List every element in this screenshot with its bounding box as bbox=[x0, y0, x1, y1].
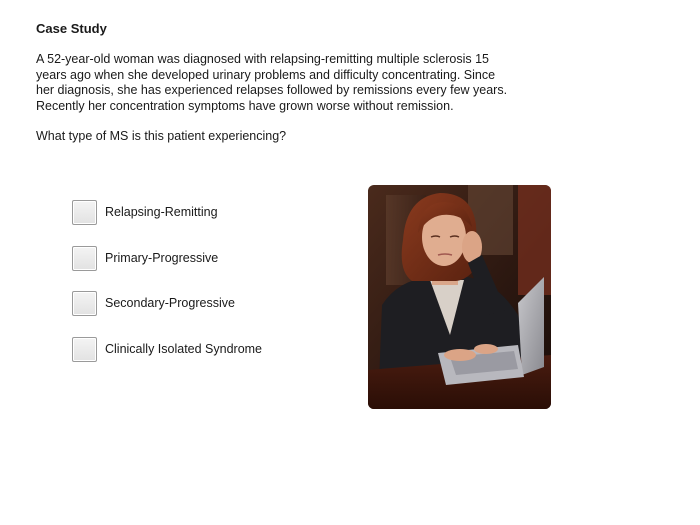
option-primary-progressive[interactable] bbox=[72, 244, 218, 272]
scenario-line: Recently her concentration symptoms have grown worse without remission. bbox=[36, 98, 454, 113]
option-relapsing-remitting[interactable] bbox=[72, 198, 218, 226]
question-text: What type of MS is this patient experiencing? bbox=[36, 129, 287, 143]
scenario-line: A 52-year-old woman was diagnosed with relapsing-remitting multiple sclerosis 15 bbox=[36, 52, 489, 66]
woman-at-laptop-photo bbox=[368, 185, 551, 409]
option-checkbox[interactable] bbox=[72, 337, 97, 362]
option-checkbox[interactable] bbox=[72, 200, 97, 225]
option-checkbox[interactable] bbox=[72, 291, 97, 316]
case-study-title: Case Study bbox=[36, 21, 107, 36]
option-secondary-progressive[interactable] bbox=[72, 289, 235, 317]
option-clinically-isolated-syndrome[interactable] bbox=[72, 335, 262, 363]
option-label: Clinically Isolated Syndrome bbox=[105, 342, 263, 356]
scenario-line: her diagnosis, she has experienced relapses followed by remissions every few years. bbox=[36, 83, 508, 97]
scenario-line: years ago when she developed urinary problems and difficulty concentrating. Since bbox=[36, 67, 496, 82]
option-label: Primary-Progressive bbox=[105, 251, 219, 265]
option-label: Secondary-Progressive bbox=[105, 296, 235, 310]
case-scenario-text bbox=[36, 52, 546, 114]
option-label: Relapsing-Remitting bbox=[105, 205, 218, 219]
option-checkbox[interactable] bbox=[72, 246, 97, 271]
